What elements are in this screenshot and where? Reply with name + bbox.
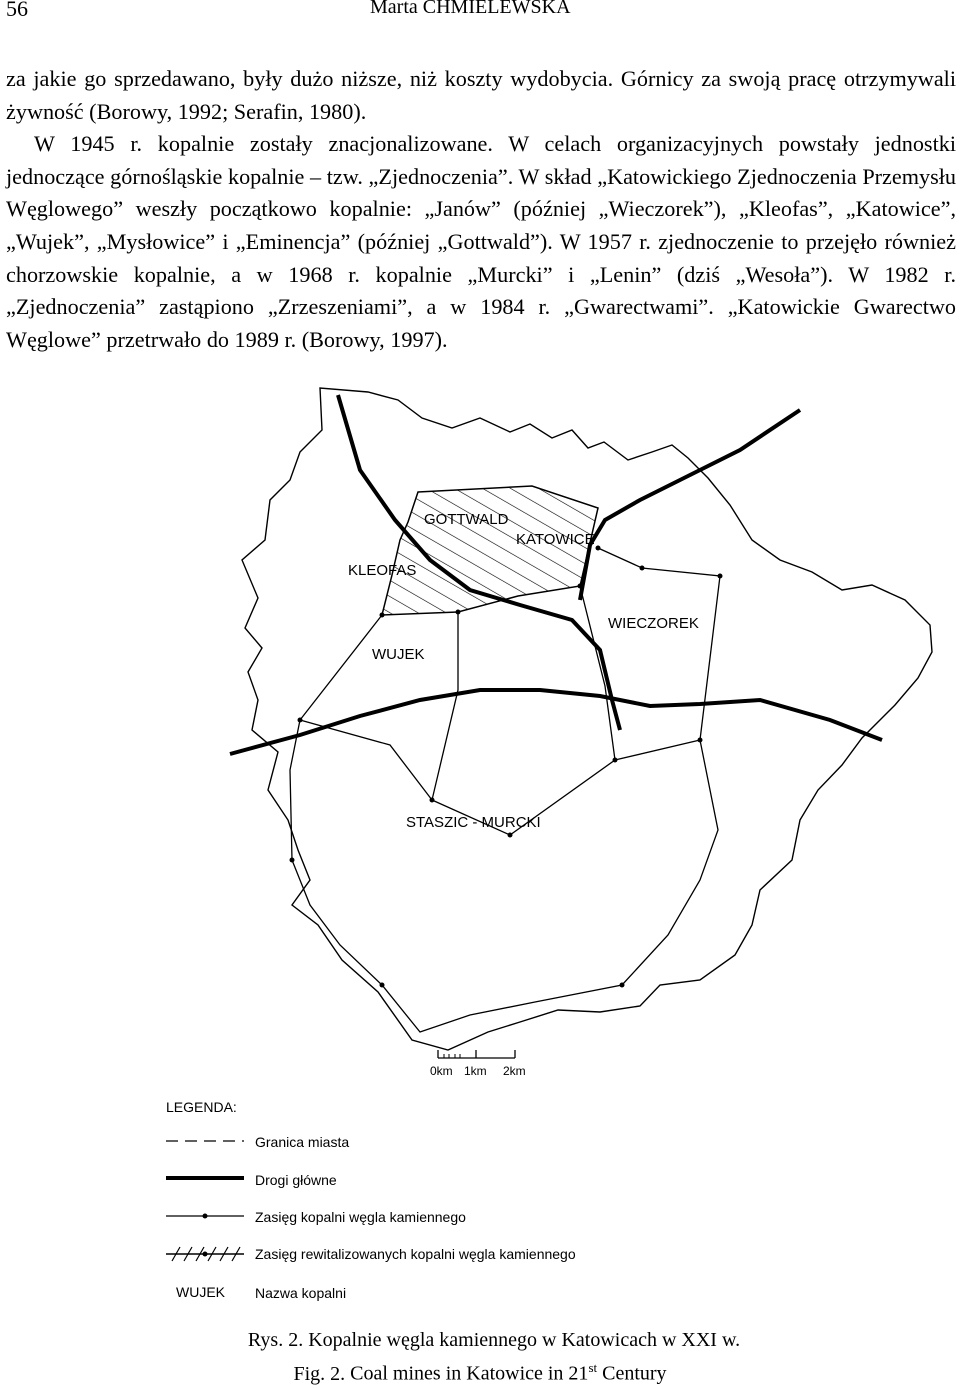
mine-boundary-kleofas-wujek — [290, 615, 382, 860]
legend-label-coal-mine-extent: Zasięg kopalni węgla kamiennego — [255, 1209, 466, 1225]
legend-label-city-border: Granica miasta — [255, 1134, 350, 1150]
mine-boundary-staszic — [292, 740, 718, 1032]
mine-boundary-wujek-east — [432, 612, 458, 800]
map-label-wujek: WUJEK — [372, 646, 425, 663]
paragraph-2: W 1945 r. kopalnie zostały znacjonalizowane. W celach organizacyjnych powstały jednostki jednoczące górnośląskie kopalnie – tzw. „Zjednoczenia”. W skład „Katowickiego Zjednoczenia Przemysłu Węglowego” weszły początkowo kopalnie: „Janów” (później „Wieczorek”), „Kleofas”, „Katowice”, „Wujek”, „Mysłowice” i „Eminencja” (później „Gottwald”). W 1957 r. zjednoczenie to przejęło również chorzowskie kopalnie, a w 1968 r. kopalnie „Murcki” i „Lenin” (dziś „Wesoła”). W 1982 r. „Zjednoczenia” zastąpiono „Zrzeszeniami”, a w 1984 r. „Gwarectwami”. „Katowickie Gwarectwo Węglowe” przetrwało do 1989 r. (Borowy, 1997). — [6, 131, 956, 352]
figure-caption-en-tail: Century — [602, 1362, 667, 1385]
figure-caption-en-sup: st — [588, 1360, 598, 1375]
legend-symbol-revitalized-extent — [166, 1247, 244, 1261]
legend-label-main-roads: Drogi główne — [255, 1172, 337, 1188]
mine-boundary-dots — [290, 546, 723, 988]
scale-label-1km: 1km — [464, 1064, 487, 1078]
paragraph-1: za jakie go sprzedawano, były dużo niższe, niż koszty wydobycia. Górnicy za swoją pracę otrzymywali żywność (Borowy, 1992; Serafin, 1980). — [6, 66, 956, 124]
page-number: 56 — [6, 0, 28, 21]
coal-mines-map — [0, 380, 960, 1320]
figure-caption-en — [0, 1360, 960, 1386]
figure-caption-pl — [0, 1329, 960, 1352]
legend-title: LEGENDA: — [166, 1099, 237, 1115]
mine-boundary-wujek-south — [300, 720, 432, 800]
figure-caption-en-text: Coal mines in Katowice in 21 — [350, 1362, 589, 1385]
legend-label-revitalized-extent: Zasięg rewitalizowanych kopalni węgla kamiennego — [255, 1246, 576, 1262]
running-head-author: Marta CHMIELEWSKA — [370, 0, 571, 18]
map-label-staszic-murcki: STASZIC - MURCKI — [406, 814, 541, 831]
figure-caption-pl-prefix: Rys. 2. — [247, 1329, 304, 1351]
scale-label-2km: 2km — [503, 1064, 526, 1078]
map-label-gottwald: GOTTWALD — [424, 511, 509, 528]
figure-caption-pl-text: Kopalnie węgla kamiennego w Katowicach w XXI w. — [308, 1329, 741, 1351]
figure-caption-en-prefix: Fig. 2. — [293, 1362, 346, 1385]
legend-symbol-coal-mine-extent — [166, 1214, 244, 1219]
main-road-east-west — [230, 690, 882, 754]
scale-label-0km: 0km — [430, 1064, 453, 1078]
map-label-katowice: KATOWICE — [516, 531, 595, 548]
map-label-kleofas: KLEOFAS — [348, 562, 417, 579]
main-road-northeast — [580, 410, 800, 600]
body-text — [6, 63, 956, 356]
legend-label-mine-name: Nazwa kopalni — [255, 1285, 347, 1301]
legend-sample-mine-name: WUJEK — [176, 1284, 225, 1300]
scale-bar — [430, 1050, 526, 1078]
mine-boundary-katowice-south — [580, 586, 615, 760]
legend — [166, 1099, 576, 1301]
map-label-wieczorek: WIECZOREK — [608, 615, 699, 632]
mine-boundary-wieczorek-south — [615, 740, 700, 760]
